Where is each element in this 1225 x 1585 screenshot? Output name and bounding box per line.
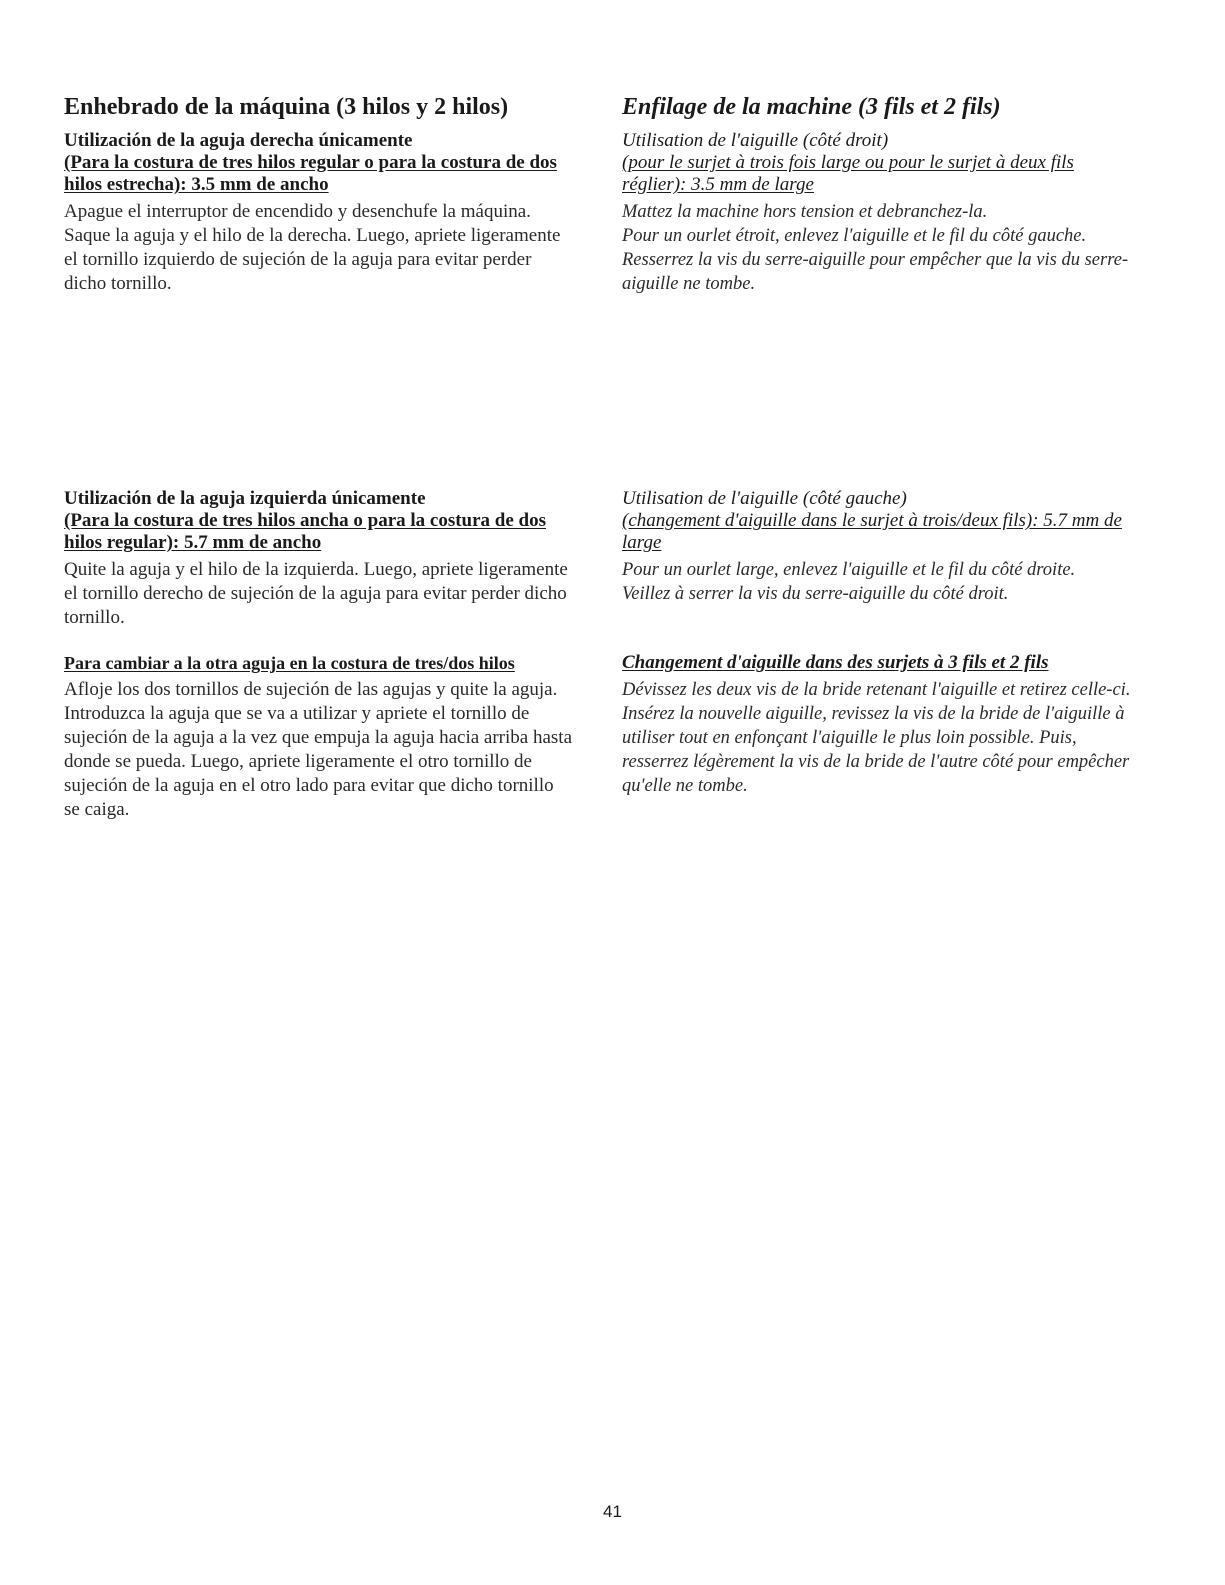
es-s2-body: Quite la aguja y el hilo de la izquierda. Luego, apriete ligeramente el tornillo derecho de sujeción de la aguja para evitar perder dicho tornillo. [64,559,568,628]
fr-section-2 [622,488,1132,606]
fr-s1-heading: Utilisation de l'aiguille (côté droit) [622,130,889,151]
es-s3-body: Afloje los dos tornillos de sujeción de las agujas y quite la aguja. Introduzca la aguja que se va a utilizar y apriete el tornillo de sujeción de la aguja a la vez que empuja la aguja hacia arriba hasta donde se pueda. Luego, apriete ligeramente el otro tornillo de sujeción de la aguja en el otro lado para evitar que dicho tornillo se caiga. [64,679,572,820]
es-page-title: Enhebrado de la máquina (3 hilos y 2 hilos) [64,94,509,120]
page-number: 41 [603,1502,622,1521]
fr-s2-heading: Utilisation de l'aiguille (côté gauche) [622,488,907,509]
fr-section-3 [622,652,1132,798]
fr-section-1 [622,92,1132,296]
fr-s1-body-3: Resserrez la vis du serre-aiguille pour empêcher que la vis du serre-aiguille ne tombe. [622,250,1129,294]
es-s1-heading: Utilización de la aguja derecha únicamente [64,130,413,151]
fr-s2-subheading: (changement d'aiguille dans le surjet à trois/deux fils): 5.7 mm de large [622,510,1122,553]
es-section-1 [64,92,574,296]
es-s3-heading: Para cambiar a la otra aguja en la costura de tres/dos hilos [64,653,515,673]
fr-s1-body-1: Mattez la machine hors tension et debranchez-la. [622,202,988,222]
es-section-2 [64,488,574,630]
fr-s3-body: Dévissez les deux vis de la bride retenant l'aiguille et retirez celle-ci. Insérez la nouvelle aiguille, revissez la vis de la bride de l'aiguille à utiliser tout en enfonçant l'aiguille le plus loin possible. Puis, resserrez légèrement la vis de la bride de l'autre côté pour empêcher qu'elle ne tombe. [622,680,1131,796]
fr-s1-subheading: (pour le surjet à trois fois large ou pour le surjet à deux fils réglier): 3.5 mm de large [622,152,1074,195]
es-s1-body: Apague el interruptor de encendido y desenchufe la máquina. Saque la aguja y el hilo de la derecha. Luego, apriete ligeramente el tornillo izquierdo de sujeción de la aguja para evitar perder dicho tornillo. [64,201,561,294]
fr-s2-body-1: Pour un ourlet large, enlevez l'aiguille et le fil du côté droite. [622,560,1076,580]
fr-page-title: Enfilage de la machine (3 fils et 2 fils) [622,94,1001,120]
es-s1-subheading: (Para la costura de tres hilos regular o para la costura de dos hilos estrecha): 3.5 mm de ancho [64,152,557,195]
es-s2-subheading: (Para la costura de tres hilos ancha o para la costura de dos hilos regular): 5.7 mm de ancho [64,510,547,553]
fr-s2-body-2: Veillez à serrer la vis du serre-aiguille du côté droit. [622,584,1009,604]
es-section-3 [64,652,574,822]
fr-s3-heading: Changement d'aiguille dans des surjets à 3 fils et 2 fils [622,652,1049,673]
es-s2-heading: Utilización de la aguja izquierda únicamente [64,488,426,509]
fr-s1-body-2: Pour un ourlet étroit, enlevez l'aiguille et le fil du côté gauche. [622,226,1087,246]
